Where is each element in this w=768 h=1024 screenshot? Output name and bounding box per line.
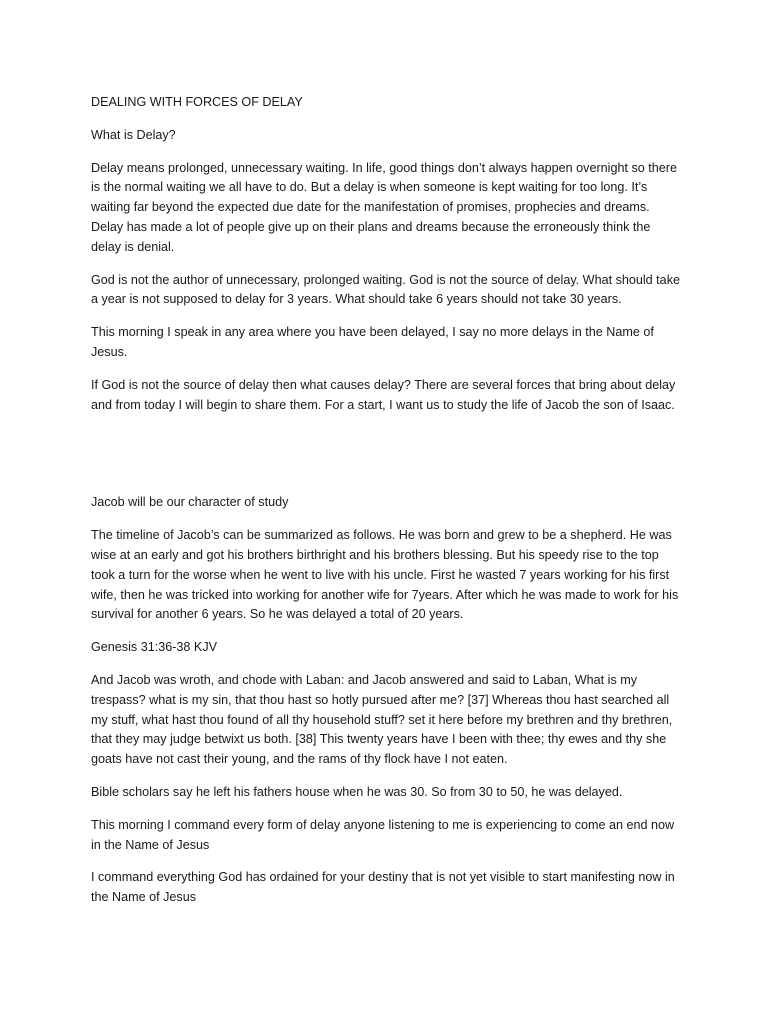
paragraph-command-end-delay: This morning I command every form of delay anyone listening to me is experiencing to come an end now in the Name of Jesus xyxy=(91,817,675,852)
document-title: DEALING WITH FORCES OF DELAY xyxy=(91,95,303,109)
paragraph-causes-of-delay: If God is not the source of delay then what causes delay? There are several forces that bring about delay and from today I will begin to share them. For a start, I want us to study the life of Jacob the son of Isaac. xyxy=(91,377,676,412)
paragraph-delay-definition: Delay means prolonged, unnecessary waiting. In life, good things don’t always happen overnight so there is the normal waiting we all have to do. But a delay is when someone is kept waiting for too long. It’s waiting far beyond the expected due date for the manifestation of promises, prophecies and dreams. Delay has made a lot of people give up on their plans and dreams because the erroneously think the delay is denial. xyxy=(91,160,677,254)
paragraph-scripture-text: And Jacob was wroth, and chode with Laban: and Jacob answered and said to Laban, What is my trespass? what is my sin, that thou hast so hotly pursued after me? [37] Whereas thou hast searched all my stuff, what hast thou found of all thy household stuff? set it here before my brethren and thy brethren, that they may judge betwixt us both. [38] This twenty years have I been with thee; thy ewes and thy she goats have not cast their young, and the rams of thy flock have I not eaten. xyxy=(91,672,673,767)
paragraph-god-not-author: God is not the author of unnecessary, prolonged waiting. God is not the source of delay. What should take a year is not supposed to delay for 3 years. What should take 6 years should not take 30 years. xyxy=(91,272,680,307)
scripture-reference: Genesis 31:36-38 KJV xyxy=(91,640,218,655)
paragraph-command-manifest: I command everything God has ordained for your destiny that is not yet visible to start manifesting now in the Name of Jesus xyxy=(91,870,675,905)
paragraph-jacob-timeline: The timeline of Jacob’s can be summarized as follows. He was born and grew to be a shepherd. He was wise at an early and got his brothers birthright and his brothers blessing. But his speedy rise to the top took a turn for the worse when he went to live with his uncle. First he wasted 7 years working for his first wife, then he was tricked into working for another wife for 7years. After which he was made to work for his survival for another 6 years. So he was delayed a total of 20 years. xyxy=(91,528,679,622)
document-body xyxy=(91,93,681,921)
section-heading-what-is-delay: What is Delay? xyxy=(91,127,176,142)
paragraph-bible-scholars: Bible scholars say he left his fathers house when he was 30. So from 30 to 50, he was delayed. xyxy=(91,784,623,799)
paragraph-no-more-delays: This morning I speak in any area where you have been delayed, I say no more delays in the Name of Jesus. xyxy=(91,325,654,359)
blank-space xyxy=(91,428,681,493)
section-heading-jacob: Jacob will be our character of study xyxy=(91,495,289,510)
